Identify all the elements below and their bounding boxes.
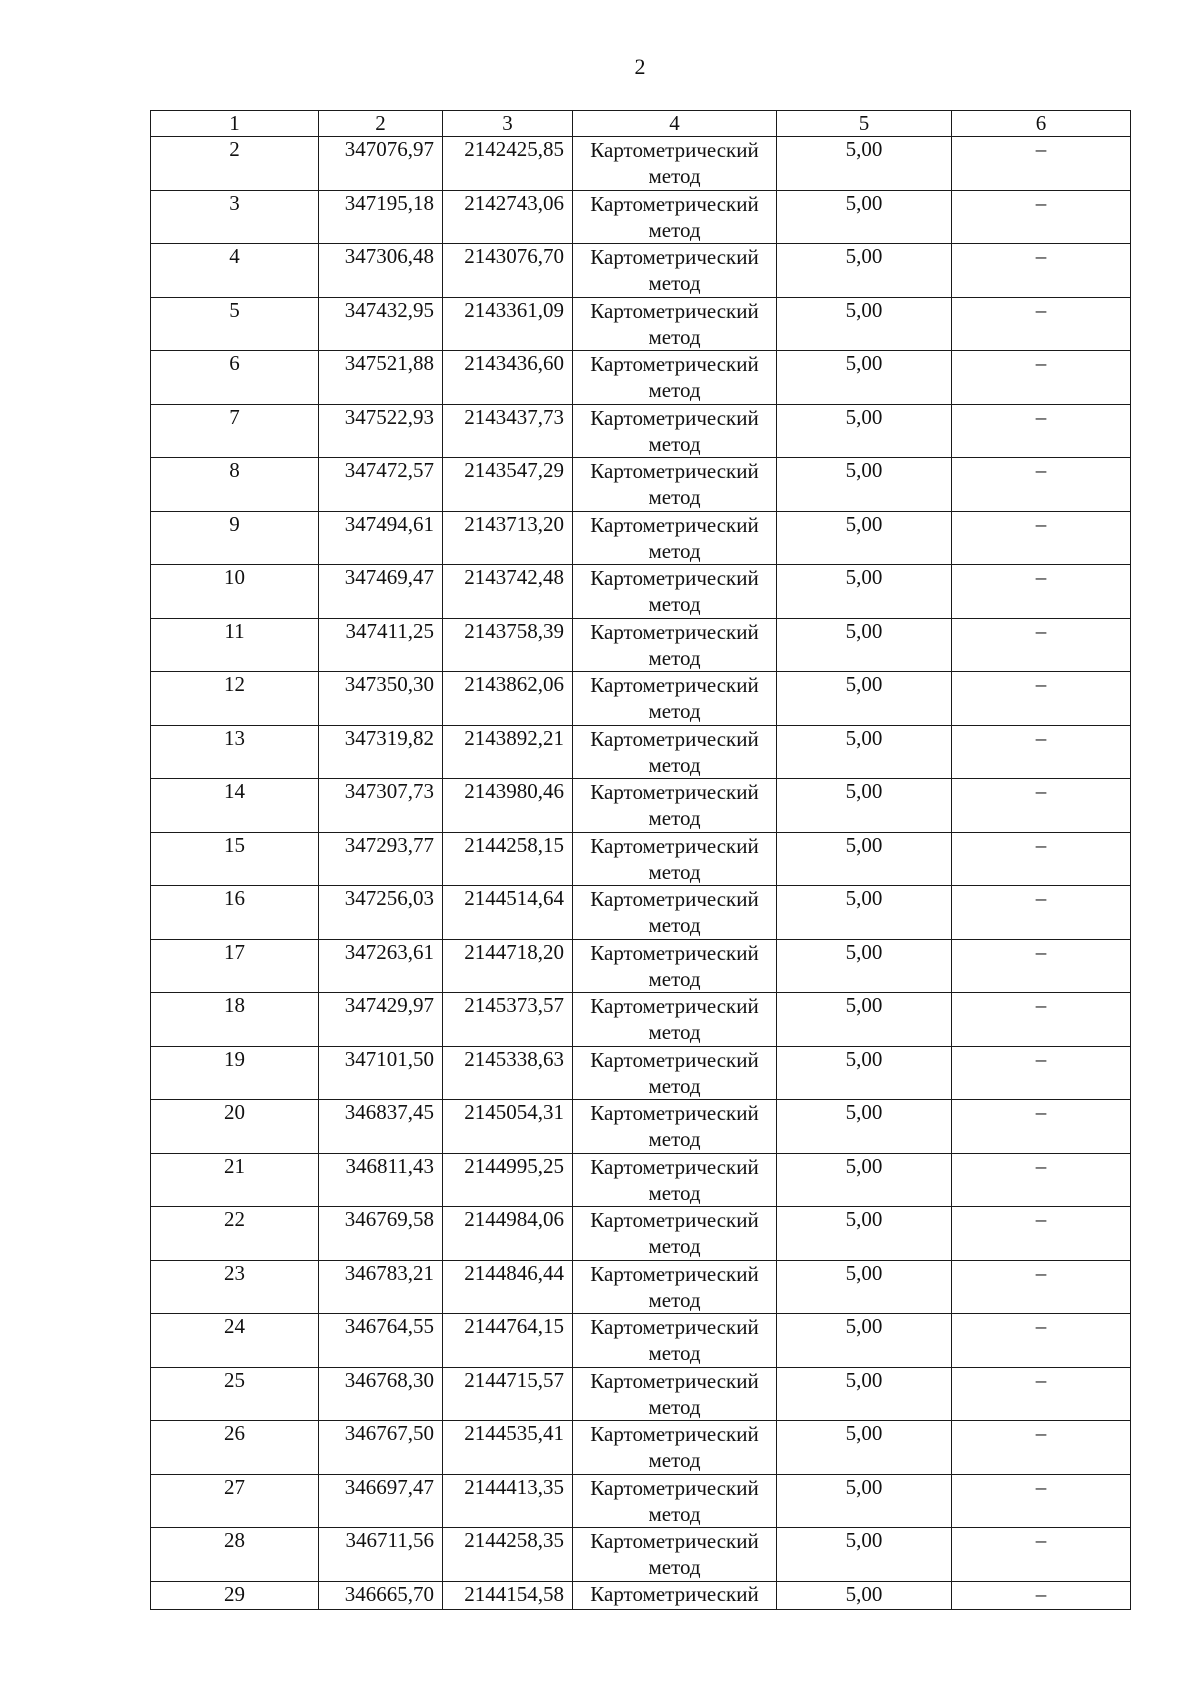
coordinate-y: 2144154,58 [443,1581,573,1609]
determination-method [573,190,777,244]
accuracy: 5,00 [777,137,952,191]
method-line-1: Картометрический [590,138,759,162]
note: – [952,725,1131,779]
method-line-1: Картометрический [590,1315,759,1339]
accuracy: 5,00 [777,565,952,619]
method-line-2: метод [648,645,701,670]
table-row [151,1046,1131,1100]
table-row [151,511,1131,565]
method-line-1: Картометрический [590,1154,759,1179]
note: – [952,297,1131,351]
method-line-1: Картометрический [590,1208,759,1232]
coordinate-x: 347306,48 [319,244,443,298]
method-line-2: метод [648,1020,701,1044]
accuracy: 5,00 [777,618,952,672]
coordinate-y: 2144413,35 [443,1474,573,1528]
point-number: 24 [151,1314,319,1368]
note: – [952,1528,1131,1582]
column-number-6: 6 [952,111,1131,137]
method-line-1: Картометрический [590,1047,759,1072]
point-number: 23 [151,1260,319,1314]
accuracy: 5,00 [777,244,952,298]
accuracy: 5,00 [777,993,952,1047]
coordinate-x: 346769,58 [319,1207,443,1261]
coordinate-x: 347319,82 [319,725,443,779]
accuracy: 5,00 [777,511,952,565]
method-line-2: метод [648,806,701,830]
coordinate-x: 347522,93 [319,404,443,458]
note: – [952,993,1131,1047]
method-line-1: Картометрический [590,1101,759,1125]
coordinate-x: 347101,50 [319,1046,443,1100]
point-number: 9 [151,511,319,565]
table-row [151,1207,1131,1261]
determination-method [573,832,777,886]
method-line-1: Картометрический [590,191,759,216]
accuracy: 5,00 [777,1581,952,1609]
accuracy: 5,00 [777,1100,952,1154]
note: – [952,351,1131,405]
column-number-5: 5 [777,111,952,137]
coordinate-x: 347494,61 [319,511,443,565]
note: – [952,1367,1131,1421]
table-row [151,404,1131,458]
determination-method [573,458,777,512]
determination-method [573,993,777,1047]
method-line-1: Картометрический [590,1422,759,1446]
coordinate-x: 346837,45 [319,1100,443,1154]
method-line-2: метод [648,1394,701,1419]
coordinate-x: 346768,30 [319,1367,443,1421]
method-line-1: Картометрический [590,1529,759,1553]
coordinate-y: 2143980,46 [443,779,573,833]
point-number: 6 [151,351,319,405]
determination-method [573,1153,777,1207]
determination-method [573,1100,777,1154]
coordinate-y: 2144718,20 [443,939,573,993]
method-line-2: метод [648,1287,701,1312]
note: – [952,1207,1131,1261]
point-number: 5 [151,297,319,351]
coordinate-x: 347263,61 [319,939,443,993]
coordinate-y: 2144258,35 [443,1528,573,1582]
coordinate-y: 2143547,29 [443,458,573,512]
method-line-1: Картометрический [590,405,759,430]
coordinate-y: 2145054,31 [443,1100,573,1154]
coordinates-table [150,110,1131,1610]
table-row [151,672,1131,726]
coordinate-x: 346811,43 [319,1153,443,1207]
accuracy: 5,00 [777,1153,952,1207]
method-line-2: метод [648,378,701,402]
method-line-2: метод [648,859,701,884]
determination-method [573,1260,777,1314]
point-number: 15 [151,832,319,886]
coordinate-x: 347411,25 [319,618,443,672]
accuracy: 5,00 [777,725,952,779]
determination-method [573,1207,777,1261]
coordinates-table-body [151,111,1131,1610]
note: – [952,1421,1131,1475]
determination-method [573,565,777,619]
accuracy: 5,00 [777,1367,952,1421]
point-number: 28 [151,1528,319,1582]
note: – [952,832,1131,886]
coordinate-x: 347472,57 [319,458,443,512]
determination-method [573,137,777,191]
method-line-2: метод [648,592,701,616]
determination-method [573,1421,777,1475]
point-number: 22 [151,1207,319,1261]
point-number: 20 [151,1100,319,1154]
accuracy: 5,00 [777,886,952,940]
table-row [151,993,1131,1047]
method-line-2: метод [648,752,701,777]
coordinate-y: 2144846,44 [443,1260,573,1314]
table-row [151,1421,1131,1475]
coordinate-y: 2143758,39 [443,618,573,672]
table-row [151,1100,1131,1154]
method-line-1: Картометрический [590,566,759,590]
coordinate-x: 347521,88 [319,351,443,405]
point-number: 25 [151,1367,319,1421]
note: – [952,137,1131,191]
table-row [151,1260,1131,1314]
coordinate-y: 2143862,06 [443,672,573,726]
column-number-2: 2 [319,111,443,137]
point-number: 18 [151,993,319,1047]
note: – [952,1260,1131,1314]
column-number-1: 1 [151,111,319,137]
table-row [151,1314,1131,1368]
note: – [952,618,1131,672]
point-number: 14 [151,779,319,833]
note: – [952,1474,1131,1528]
coordinate-y: 2145338,63 [443,1046,573,1100]
accuracy: 5,00 [777,1046,952,1100]
method-line-1: Картометрический [590,1368,759,1393]
table-row [151,190,1131,244]
accuracy: 5,00 [777,1314,952,1368]
note: – [952,190,1131,244]
point-number: 12 [151,672,319,726]
coordinate-y: 2144715,57 [443,1367,573,1421]
point-number: 3 [151,190,319,244]
method-line-2: метод [648,538,701,563]
coordinate-y: 2144995,25 [443,1153,573,1207]
coordinate-y: 2144514,64 [443,886,573,940]
coordinate-x: 346767,50 [319,1421,443,1475]
accuracy: 5,00 [777,351,952,405]
coordinate-x: 347293,77 [319,832,443,886]
accuracy: 5,00 [777,190,952,244]
accuracy: 5,00 [777,1528,952,1582]
coordinate-y: 2144258,15 [443,832,573,886]
note: – [952,244,1131,298]
coordinate-x: 347432,95 [319,297,443,351]
point-number: 2 [151,137,319,191]
method-line-2: метод [648,485,701,509]
method-line-2: метод [648,699,701,723]
method-line-2: метод [648,1234,701,1258]
coordinate-x: 346711,56 [319,1528,443,1582]
table-row [151,725,1131,779]
table-row [151,779,1131,833]
note: – [952,939,1131,993]
coordinate-y: 2142425,85 [443,137,573,191]
coordinate-x: 347256,03 [319,886,443,940]
accuracy: 5,00 [777,404,952,458]
table-row [151,458,1131,512]
point-number: 17 [151,939,319,993]
determination-method [573,1314,777,1368]
method-line-2: метод [648,1127,701,1151]
note: – [952,1581,1131,1609]
method-line-1: Картометрический [590,298,759,323]
point-number: 21 [151,1153,319,1207]
method-line-2: метод [648,1180,701,1205]
coordinate-y: 2143076,70 [443,244,573,298]
table-row [151,886,1131,940]
method-line-1: Картометрический [590,994,759,1018]
coordinate-x: 347469,47 [319,565,443,619]
coordinate-x: 346697,47 [319,1474,443,1528]
accuracy: 5,00 [777,832,952,886]
coordinate-x: 346783,21 [319,1260,443,1314]
coordinate-y: 2143892,21 [443,725,573,779]
determination-method [573,1046,777,1100]
determination-method [573,618,777,672]
point-number: 11 [151,618,319,672]
point-number: 10 [151,565,319,619]
method-line-1: Картометрический [590,245,759,269]
determination-method [573,297,777,351]
method-line-1: Картометрический [590,1475,759,1500]
method-line-2: метод [648,271,701,295]
accuracy: 5,00 [777,1207,952,1261]
point-number: 7 [151,404,319,458]
table-row [151,1528,1131,1582]
note: – [952,1100,1131,1154]
coordinate-y: 2143361,09 [443,297,573,351]
coordinate-y: 2143713,20 [443,511,573,565]
method-line-1: Картометрический [590,352,759,376]
note: – [952,886,1131,940]
coordinate-y: 2144535,41 [443,1421,573,1475]
point-number: 13 [151,725,319,779]
note: – [952,1314,1131,1368]
method-line-1: Картометрический [590,940,759,965]
determination-method [573,779,777,833]
determination-method [573,351,777,405]
point-number: 8 [151,458,319,512]
coordinate-y: 2142743,06 [443,190,573,244]
method-line-2: метод [648,217,701,242]
determination-method [573,725,777,779]
table-row [151,832,1131,886]
coordinate-y: 2143436,60 [443,351,573,405]
method-line-2: метод [648,1341,701,1365]
method-line-2: метод [648,1501,701,1526]
coordinate-x: 346665,70 [319,1581,443,1609]
method-line-2: метод [648,1555,701,1579]
determination-method: Картометрический [573,1581,777,1609]
note: – [952,1046,1131,1100]
determination-method [573,939,777,993]
note: – [952,1153,1131,1207]
method-line-2: метод [648,1448,701,1472]
note: – [952,511,1131,565]
table-row [151,297,1131,351]
accuracy: 5,00 [777,1260,952,1314]
table-row [151,351,1131,405]
point-number: 4 [151,244,319,298]
column-number-3: 3 [443,111,573,137]
table-row [151,1581,1131,1609]
accuracy: 5,00 [777,672,952,726]
accuracy: 5,00 [777,1474,952,1528]
table-row [151,1474,1131,1528]
point-number: 27 [151,1474,319,1528]
page-number: 2 [634,54,646,79]
determination-method [573,1474,777,1528]
table-row [151,1367,1131,1421]
coordinate-x: 347350,30 [319,672,443,726]
determination-method [573,672,777,726]
coordinate-y: 2144984,06 [443,1207,573,1261]
method-line-2: метод [648,913,701,937]
coordinate-y: 2145373,57 [443,993,573,1047]
note: – [952,565,1131,619]
table-row [151,244,1131,298]
note: – [952,404,1131,458]
coordinate-y: 2143742,48 [443,565,573,619]
coordinate-x: 346764,55 [319,1314,443,1368]
note: – [952,458,1131,512]
method-line-1: Картометрический [590,833,759,858]
table-row [151,1153,1131,1207]
coordinate-x: 347076,97 [319,137,443,191]
coordinate-x: 347429,97 [319,993,443,1047]
accuracy: 5,00 [777,939,952,993]
column-number-4: 4 [573,111,777,137]
determination-method [573,404,777,458]
accuracy: 5,00 [777,297,952,351]
determination-method [573,1367,777,1421]
determination-method [573,244,777,298]
method-line-2: метод [648,431,701,456]
determination-method [573,886,777,940]
method-line-1: Картометрический [590,887,759,911]
accuracy: 5,00 [777,1421,952,1475]
point-number: 29 [151,1581,319,1609]
table-row [151,618,1131,672]
coordinate-x: 347195,18 [319,190,443,244]
table-row [151,565,1131,619]
point-number: 19 [151,1046,319,1100]
point-number: 16 [151,886,319,940]
method-line-2: метод [648,1073,701,1098]
point-number: 26 [151,1421,319,1475]
coordinate-y: 2143437,73 [443,404,573,458]
determination-method [573,1528,777,1582]
coordinate-y: 2144764,15 [443,1314,573,1368]
table-row [151,939,1131,993]
method-line-2: метод [648,324,701,349]
method-line-1: Картометрический [590,619,759,644]
accuracy: 5,00 [777,458,952,512]
determination-method [573,511,777,565]
method-line-1: Картометрический [590,459,759,483]
note: – [952,672,1131,726]
table-row [151,137,1131,191]
method-line-2: метод [648,164,701,188]
method-line-1: Картометрический [590,512,759,537]
method-line-1: Картометрический [590,1261,759,1286]
coordinate-x: 347307,73 [319,779,443,833]
method-line-1: Картометрический [590,726,759,751]
method-line-2: метод [648,966,701,991]
accuracy: 5,00 [777,779,952,833]
method-line-1: Картометрический [590,780,759,804]
note: – [952,779,1131,833]
column-number-row [151,111,1131,137]
method-line-1: Картометрический [590,673,759,697]
